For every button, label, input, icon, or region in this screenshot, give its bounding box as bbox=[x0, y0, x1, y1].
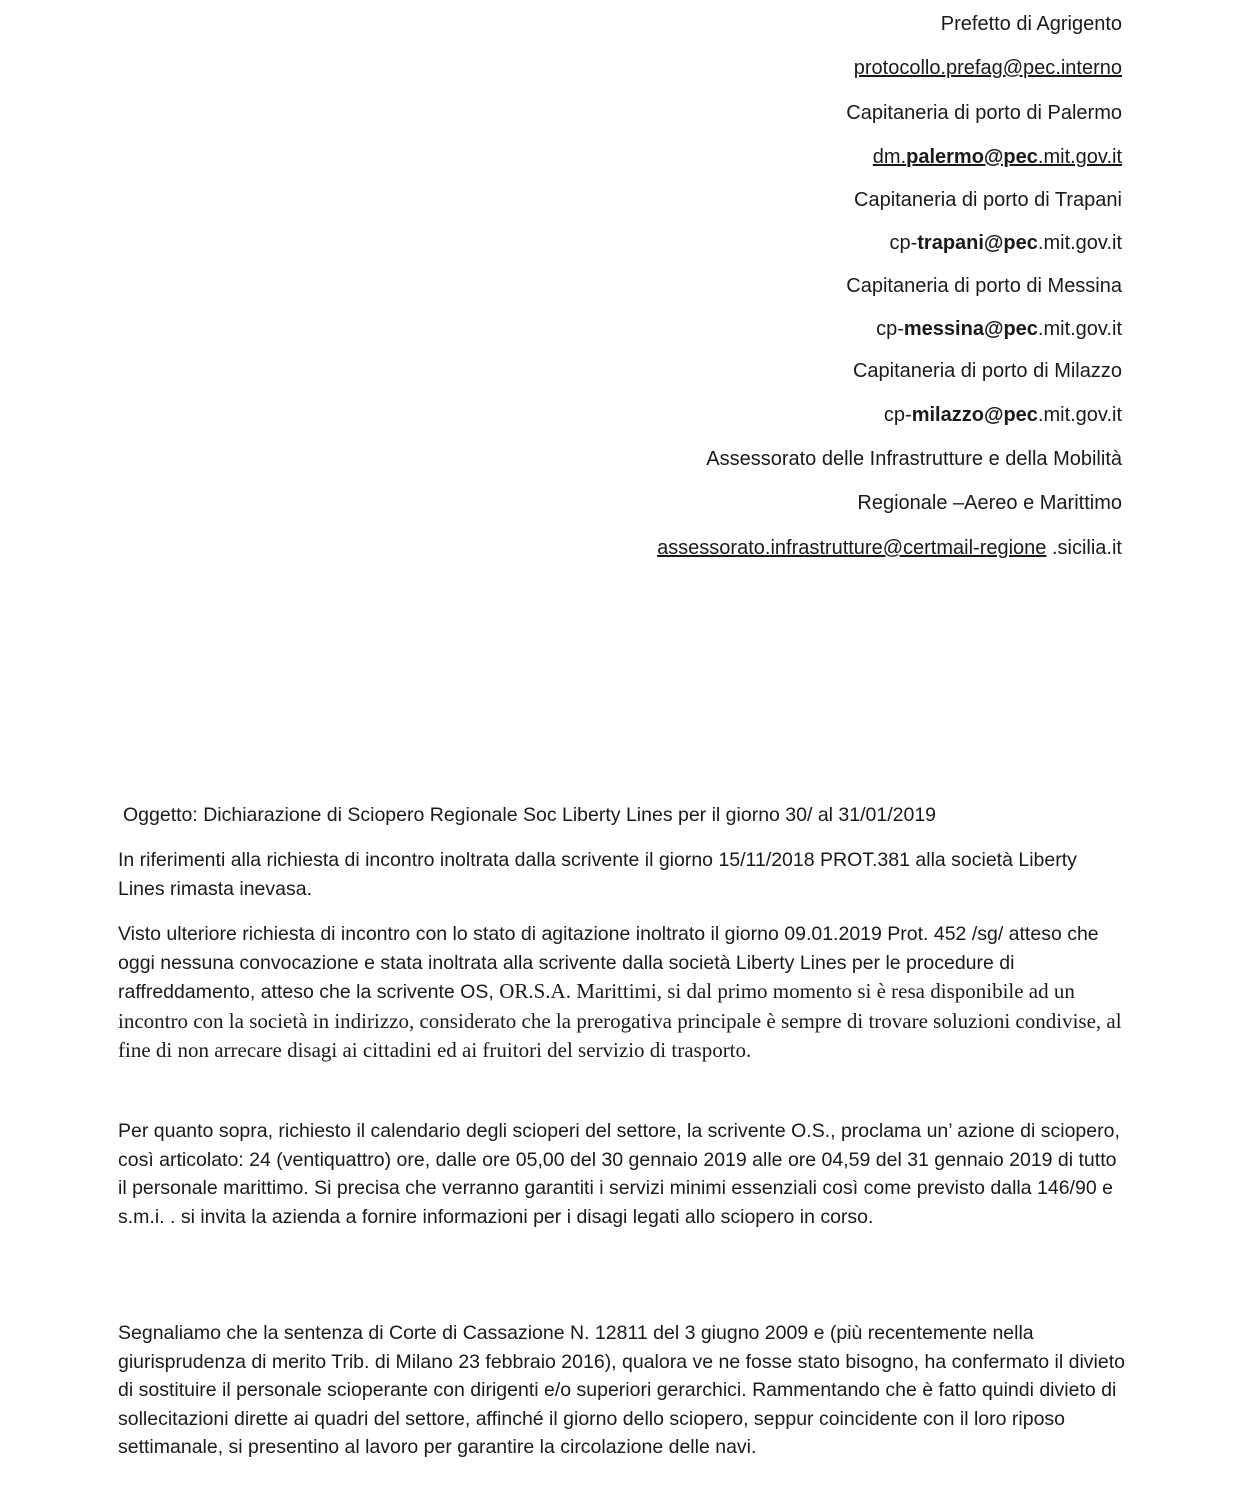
recipient-prefetto-name: Prefetto di Agrigento bbox=[940, 13, 1122, 35]
paragraph-2 bbox=[118, 920, 1128, 1066]
email-local-part: palermo@pec bbox=[906, 146, 1038, 168]
email-domain: .mit.gov.it bbox=[1037, 318, 1122, 340]
paragraph-2-part-sans: Visto ulteriore richiesta di incontro con lo stato di agitazione inoltrato il giorno 09.01.2019 Prot. 452 /sg/ atteso che oggi nessuna convocazione e stata inoltrata alla scrivente dalla società Liberty Lines per le procedure di raffreddamento, atteso che la scrivente OS, bbox=[118, 923, 1099, 1003]
recipient-messina-email bbox=[876, 317, 1122, 341]
assessorato-line1: Assessorato delle Infrastrutture e della Mobilità bbox=[706, 448, 1122, 470]
assessorato-email[interactable] bbox=[657, 536, 1122, 560]
paragraph-3: Per quanto sopra, richiesto il calendario degli scioperi del settore, la scrivente O.S., proclama un’ azione di sciopero, così articolato: 24 (ventiquattro) ore, dalle ore 05,00 del 30 gennaio 2019 alle ore 04,59 del 31 gennaio 2019 di tutto il personale marittimo. Si precisa che verranno garantiti i servizi minimi essenziali così come previsto dalla 146/90 e s.m.i. . si invita la azienda a fornire informazioni per i disagi legati allo sciopero in corso. bbox=[118, 1120, 1120, 1228]
recipient-prefetto-email[interactable]: protocollo.prefag@pec.interno bbox=[853, 57, 1122, 79]
paragraph-4: Segnaliamo che la sentenza di Corte di Cassazione N. 12811 del 3 giugno 2009 e (più recentemente nella giurisprudenza di merito Trib. di Milano 23 febbraio 2016), qualora ve ne fosse stato bisogno, ha confermato il divieto di sostituire il personale scioperante con dirigenti e/o superiori gerarchici. Rammentando che è fatto quindi divieto di sollecitazioni dirette ai quadri del settore, affinché il giorno dello sciopero, seppur coincidente con il loro riposo settimanale, si presentino al lavoro per garantire la circolazione delle navi. bbox=[118, 1322, 1125, 1458]
recipient-trapani-email bbox=[889, 231, 1122, 255]
recipient-messina-name: Capitaneria di porto di Messina bbox=[846, 275, 1122, 297]
recipient-milazzo-name: Capitaneria di porto di Milazzo bbox=[852, 360, 1122, 382]
email-local-part: messina@pec bbox=[903, 318, 1038, 340]
email-local-part: trapani@pec bbox=[917, 232, 1038, 254]
assessorato-line2: Regionale –Aereo e Marittimo bbox=[857, 492, 1122, 514]
email-prefix: cp- bbox=[889, 232, 918, 254]
recipient-trapani-name: Capitaneria di porto di Trapani bbox=[854, 189, 1122, 211]
email-prefix: dm. bbox=[872, 146, 907, 168]
email-domain: .mit.gov.it bbox=[1037, 232, 1122, 254]
email-prefix: cp- bbox=[883, 404, 912, 426]
email-domain: .mit.gov.it bbox=[1037, 404, 1122, 426]
subject-line: Oggetto: Dichiarazione di Sciopero Regionale Soc Liberty Lines per il giorno 30/ al 31/01/2019 bbox=[123, 804, 937, 826]
email-prefix: cp- bbox=[876, 318, 904, 340]
email-link[interactable]: assessorato.infrastrutture@certmail-regione bbox=[657, 537, 1047, 559]
recipient-palermo-email[interactable] bbox=[873, 145, 1122, 169]
paragraph-1: In riferimenti alla richiesta di incontro inoltrata dalla scrivente il giorno 15/11/2018 PROT.381 alla società Liberty Lines rimasta inevasa. bbox=[118, 849, 1077, 900]
email-local-part: milazzo@pec bbox=[911, 404, 1038, 426]
email-domain: .mit.gov.it bbox=[1037, 146, 1122, 168]
recipient-milazzo-email bbox=[884, 403, 1122, 427]
email-tail: .sicilia.it bbox=[1046, 537, 1122, 559]
paragraph-2-part-serif: OR.S.A. Marittimi, si dal primo momento si è resa disponibile ad un incontro con la società in indirizzo, considerato che la prerogativa principale è sempre di trovare soluzioni condivise, al fine di non arrecare disagi ai cittadini ed ai fruitori del servizio di trasporto. bbox=[118, 979, 1122, 1062]
recipient-palermo-name: Capitaneria di porto di Palermo bbox=[846, 102, 1122, 124]
